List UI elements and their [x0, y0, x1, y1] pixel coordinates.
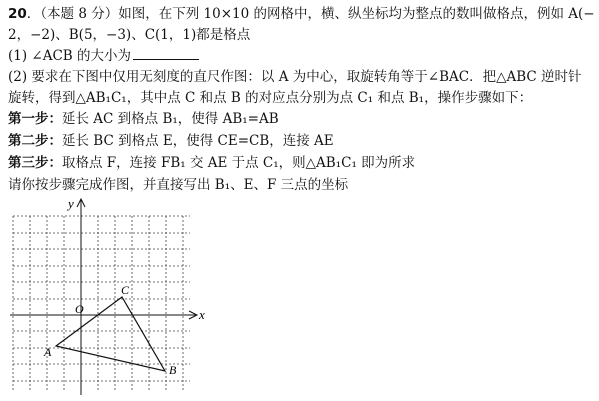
coordinate-grid-figure	[0, 188, 230, 401]
origin-label: O	[75, 302, 84, 316]
step-2-label: 第二步：	[8, 133, 62, 149]
problem-line-2	[8, 25, 250, 45]
question-1-text: ∠ACB 的大小为	[31, 48, 132, 64]
question-2-text-a: 要求在下图中仅用无刻度的直尺作图：以 A 为中心，取旋转角等于∠BAC．把△ABC 逆时针	[31, 69, 582, 85]
problem-line-1	[8, 4, 595, 24]
problem-score: （本题 8 分）	[40, 6, 119, 22]
grid-lines	[13, 216, 190, 392]
step-1-label: 第一步：	[8, 111, 62, 127]
question-2-text-b: 旋转，得到△AB₁C₁，其中点 C 和点 B 的对应点分别为点 C₁ 和点 B₁，操作步骤如下：	[8, 90, 533, 106]
question-1-label: (1)	[8, 48, 28, 64]
step-3	[8, 153, 415, 173]
problem-dot: ．	[26, 6, 41, 22]
point-label-a: A	[44, 345, 52, 359]
step-1-text: 延长 AC 到格点 B₁，使得 AB₁=AB	[62, 111, 279, 127]
x-axis-label: x	[199, 307, 205, 322]
point-label-b: B	[169, 363, 177, 377]
question-1	[8, 46, 199, 66]
problem-number: 20	[8, 6, 27, 22]
step-2	[8, 131, 334, 151]
step-3-text: 取格点 F，连接 FB₁ 交 AE 于点 C₁，则△AB₁C₁ 即为所求	[62, 155, 416, 171]
y-axis-label: y	[68, 196, 74, 211]
question-2-label: (2)	[8, 69, 28, 85]
problem-intro-cont: 2，−2)、B(5，−3)、C(1，1)都是格点	[8, 27, 251, 43]
instruction-text: 请你按步骤完成作图，并直接写出 B₁、E、F 三点的坐标	[8, 177, 349, 193]
step-1	[8, 109, 279, 129]
question-2-line-a	[8, 67, 582, 87]
point-label-c: C	[121, 283, 130, 297]
question-2-line-b	[8, 88, 532, 108]
problem-intro: 如图，在下列 10×10 的网格中，横、纵坐标均为整点的数叫做格点，例如 A(−	[118, 6, 595, 22]
answer-blank[interactable]	[133, 46, 199, 60]
step-3-label: 第三步：	[8, 155, 62, 171]
step-2-text: 延长 BC 到格点 E，使得 CE=CB，连接 AE	[62, 133, 334, 149]
